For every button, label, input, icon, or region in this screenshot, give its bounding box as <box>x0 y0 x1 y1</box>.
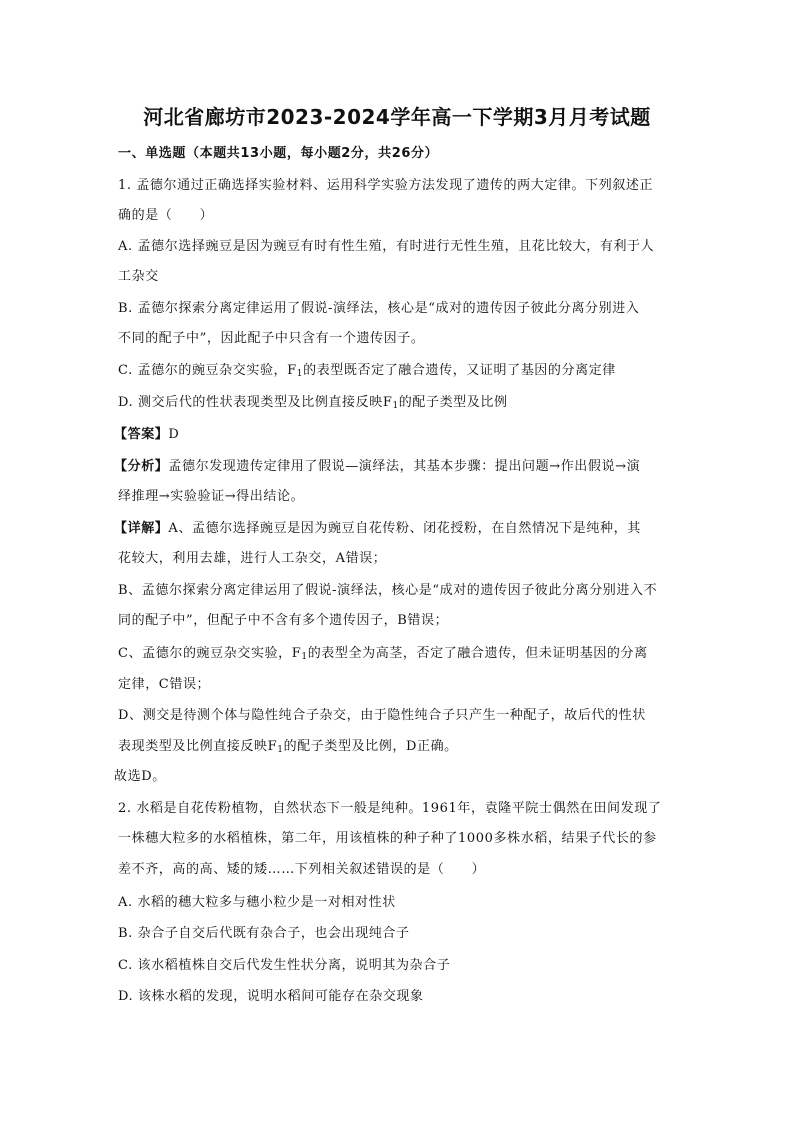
subscript: 1 <box>301 652 308 662</box>
q1-detail-d-line-2 <box>118 737 458 757</box>
q2-stem-line-2: 一株穗大粒多的水稻植株，第二年，用该植株的种子种了1000多株水稻，结果子代长的参 <box>118 831 657 846</box>
q2-option-a: A. 水稻的穗大粒多与穗小粒少是一对相对性状 <box>118 895 396 910</box>
q1-option-c-text-end: 的表型既否定了融合遗传，又证明了基因的分离定律 <box>303 363 616 378</box>
answer-value: D <box>168 427 180 442</box>
q1-detail-c-line-2: 定律，C错误； <box>118 677 211 692</box>
q1-detail-d-text: 表现类型及比例直接反映F <box>118 739 278 754</box>
q1-stem-line-1: 1. 孟德尔通过正确选择实验材料、运用科学实验方法发现了遗传的两大定律。下列叙述正 <box>118 178 654 193</box>
q1-option-d <box>118 393 508 413</box>
q1-option-b-line-2: 不同的配子中”，因此配子中只含有一个遗传因子。 <box>118 331 425 346</box>
q1-conclusion: 故选D。 <box>114 769 166 784</box>
q1-detail-d-text-end: 的配子类型及比例，D正确。 <box>283 739 458 754</box>
q1-analysis-line-1 <box>114 457 640 477</box>
q1-detail-b-line-1: B、孟德尔探索分离定律运用了假说-演绎法，核心是“成对的遗传因子彼此分离分别进入不 <box>118 583 658 598</box>
q1-detail-c-text-end: 的表型全为高茎，否定了融合遗传，但未证明基因的分离 <box>307 646 648 661</box>
q1-detail-c-text: C、孟德尔的豌豆杂交实验，F <box>118 646 302 661</box>
q1-option-d-text: D. 测交后代的性状表现类型及比例直接反映F <box>118 395 393 410</box>
q1-detail-a-line-2: 花较大，利用去雄，进行人工杂交，A错误； <box>118 551 387 566</box>
q1-detail-b-line-2: 同的配子中”，但配子中不含有多个遗传因子，B错误； <box>118 613 449 628</box>
q1-option-c <box>118 361 616 381</box>
q1-option-a-line-2: 工杂交 <box>118 269 159 284</box>
q1-option-a-line-1: A. 孟德尔选择豌豆是因为豌豆有时有性生殖，有时进行无性生殖，且花比较大，有利于人 <box>118 239 655 254</box>
q1-option-c-text: C. 孟德尔的豌豆杂交实验，F <box>118 363 297 378</box>
subscript: 1 <box>277 745 284 755</box>
detail-text: A、孟德尔选择豌豆是因为豌豆自花传粉、闭花授粉，在自然情况下是纯种，其 <box>168 521 641 536</box>
q1-option-d-text-end: 的配子类型及比例 <box>398 395 508 410</box>
q2-stem-line-3: 差不齐，高的高、矮的矮……下列相关叙述错误的是（ ） <box>118 862 486 877</box>
q1-answer <box>114 425 179 445</box>
q1-option-b-line-1: B. 孟德尔探索分离定律运用了假说-演绎法，核心是“成对的遗传因子彼此分离分别进入 <box>118 301 640 316</box>
q1-stem-line-2: 确的是（ ） <box>118 208 214 223</box>
subscript: 1 <box>296 369 304 379</box>
subscript: 1 <box>392 401 399 411</box>
page-title: 河北省廊坊市2023-2024学年高一下学期3月月考试题 <box>143 105 651 129</box>
section-heading: 一、单选题（本题共13小题，每小题2分，共26分） <box>118 146 439 161</box>
detail-tag: 【详解】 <box>114 521 169 536</box>
answer-tag: 【答案】 <box>114 427 169 442</box>
analysis-text: 孟德尔发现遗传定律用了假说—演绎法，其基本步骤：提出问题→作出假说→演 <box>168 459 641 474</box>
q1-detail-a-line-1 <box>114 519 641 539</box>
q1-detail-c-line-1 <box>118 644 648 664</box>
q2-option-c: C. 该水稻植株自交后代发生性状分离，说明其为杂合子 <box>118 958 451 973</box>
analysis-tag: 【分析】 <box>114 459 169 474</box>
q2-stem-line-1: 2. 水稻是自花传粉植物，自然状态下一般是纯种。1961年，袁隆平院士偶然在田间发现了 <box>118 801 662 816</box>
q2-option-d: D. 该株水稻的发现，说明水稻间可能存在杂交现象 <box>118 989 424 1004</box>
q2-option-b: B. 杂合子自交后代既有杂合子，也会出现纯合子 <box>118 926 410 941</box>
q1-detail-d-line-1: D、测交是待测个体与隐性纯合子杂交，由于隐性纯合子只产生一种配子，故后代的性状 <box>118 708 646 723</box>
q1-analysis-line-2: 绎推理→实验验证→得出结论。 <box>118 489 305 504</box>
